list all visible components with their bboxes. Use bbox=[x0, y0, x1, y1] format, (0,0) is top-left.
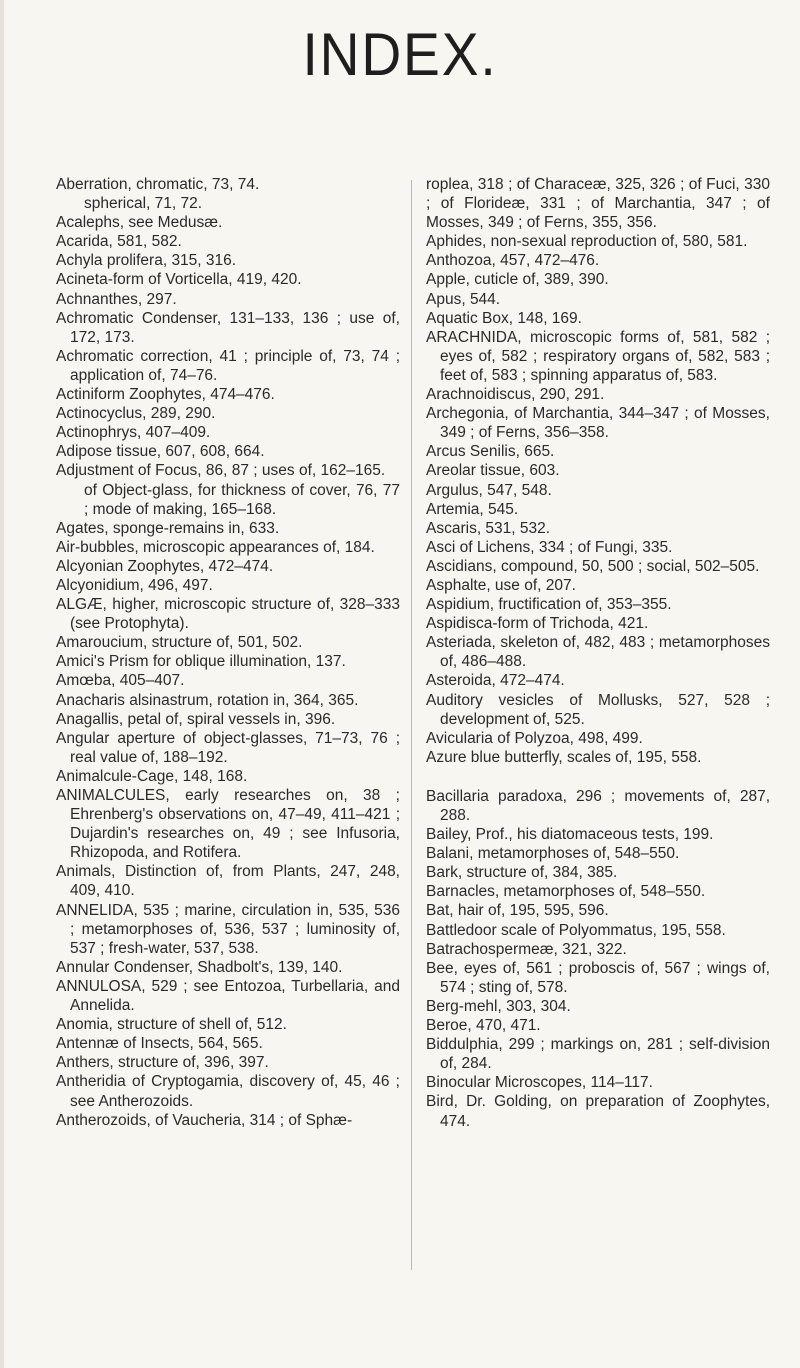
index-entry: ARACHNIDA, microscopic forms of, 581, 582 ; eyes of, 582 ; respiratory organs of, 582, 583 ; feet of, 583 ; spinning apparatus of, 583. bbox=[426, 328, 770, 384]
page-edge-shadow bbox=[0, 0, 4, 1368]
index-entry: Barnacles, metamorphoses of, 548–550. bbox=[426, 883, 706, 901]
index-entry: Antheridia of Cryptogamia, discovery of, 45, 46 ; see Antherozoids. bbox=[56, 1073, 400, 1110]
index-entry: Bacillaria paradoxa, 296 ; movements of, 287, 288. bbox=[426, 787, 770, 824]
index-entry: Ascidians, compound, 50, 500 ; social, 502–505. bbox=[426, 557, 760, 575]
index-entry: Battledoor scale of Polyommatus, 195, 558. bbox=[426, 921, 726, 939]
index-entry: Anthers, structure of, 396, 397. bbox=[56, 1054, 269, 1072]
index-entry: ANIMALCULES, early researches on, 38 ; Ehrenberg's observations on, 47–49, 411–421 ; Dujardin's researches on, 49 ; see Infusoria, Rhizopoda, and Rotifera. bbox=[56, 787, 400, 862]
index-entry: Beroe, 470, 471. bbox=[426, 1017, 541, 1035]
index-entry: Angular aperture of object-glasses, 71–73, 76 ; real value of, 188–192. bbox=[56, 729, 400, 766]
index-column-right bbox=[426, 175, 770, 1131]
index-entry: ANNULOSA, 529 ; see Entozoa, Turbellaria, and Annelida. bbox=[56, 977, 400, 1015]
index-entry: Achromatic correction, 41 ; principle of, 73, 74 ; application of, 74–76. bbox=[56, 347, 400, 384]
index-entry: Auditory vesicles of Mollusks, 527, 528 ; development of, 525. bbox=[426, 691, 770, 728]
index-entry: Acineta-form of Vorticella, 419, 420. bbox=[56, 271, 302, 289]
index-entry: Antherozoids, of Vaucheria, 314 ; of Sphæ- bbox=[56, 1111, 353, 1129]
index-entry: Binocular Microscopes, 114–117. bbox=[426, 1074, 653, 1092]
index-entry: roplea, 318 ; of Characeæ, 325, 326 ; of Fuci, 330 ; of Florideæ, 331 ; of Marchantia, 347 ; of Mosses, 349 ; of Ferns, 355, 356. bbox=[426, 176, 770, 232]
index-entry: Bee, eyes of, 561 ; proboscis of, 567 ; wings of, 574 ; sting of, 578. bbox=[426, 959, 770, 996]
index-entry: Adipose tissue, 607, 608, 664. bbox=[56, 443, 265, 461]
index-entry: Amici's Prism for oblique illumination, 137. bbox=[56, 653, 346, 671]
letter-section-gap bbox=[426, 767, 770, 787]
index-entry: Aberration, chromatic, 73, 74. bbox=[56, 176, 260, 193]
index-entry: Amœba, 405–407. bbox=[56, 672, 185, 690]
index-entry: Bark, structure of, 384, 385. bbox=[426, 864, 618, 882]
index-entry: Avicularia of Polyzoa, 498, 499. bbox=[426, 729, 643, 747]
index-entry: Batrachospermeæ, 321, 322. bbox=[426, 940, 627, 958]
column-divider bbox=[411, 180, 412, 1270]
index-entry: Alcyonian Zoophytes, 472–474. bbox=[56, 557, 274, 575]
index-entry: Air-bubbles, microscopic appearances of, 184. bbox=[56, 538, 375, 556]
index-entry: Aphides, non-sexual reproduction of, 580, 581. bbox=[426, 233, 748, 251]
index-entry: Animals, Distinction of, from Plants, 247, 248, 409, 410. bbox=[56, 863, 400, 900]
index-entry: ANNELIDA, 535 ; marine, circulation in, 535, 536 ; metamorphoses of, 536, 537 ; luminosity of, 537 ; fresh-water, 537, 538. bbox=[56, 901, 400, 957]
index-entry: Achyla prolifera, 315, 316. bbox=[56, 252, 237, 270]
index-subentry: of Object-glass, for thickness of cover, 76, 77 ; mode of making, 165–168. bbox=[84, 481, 400, 518]
index-entry: Animalcule-Cage, 148, 168. bbox=[56, 767, 248, 785]
index-entry: Bat, hair of, 195, 595, 596. bbox=[426, 902, 609, 920]
index-entry: Anthozoa, 457, 472–476. bbox=[426, 252, 600, 270]
index-entry: Ascaris, 531, 532. bbox=[426, 519, 551, 537]
index-entry: Antennæ of Insects, 564, 565. bbox=[56, 1035, 263, 1053]
index-entry: Bird, Dr. Golding, on preparation of Zoophytes, 474. bbox=[426, 1093, 770, 1130]
index-entry: Berg-mehl, 303, 304. bbox=[426, 997, 571, 1015]
index-entry: Biddulphia, 299 ; markings on, 281 ; self-division of, 284. bbox=[426, 1036, 770, 1073]
index-entry: Balani, metamorphoses of, 548–550. bbox=[426, 845, 680, 863]
index-entry: Asteroida, 472–474. bbox=[426, 672, 565, 690]
index-entry: Anagallis, petal of, spiral vessels in, 396. bbox=[56, 710, 336, 728]
index-subentry: spherical, 71, 72. bbox=[84, 195, 203, 213]
index-entry: Arachnoidiscus, 290, 291. bbox=[426, 386, 605, 404]
index-entry: Adjustment of Focus, 86, 87 ; uses of, 162–165. bbox=[56, 462, 386, 480]
index-entry: Amaroucium, structure of, 501, 502. bbox=[56, 634, 303, 652]
index-entry: Anacharis alsinastrum, rotation in, 364, 365. bbox=[56, 691, 359, 709]
index-entry: Annular Condenser, Shadbolt's, 139, 140. bbox=[56, 958, 343, 976]
index-entry: Actinophrys, 407–409. bbox=[56, 424, 211, 442]
index-entry: Aspidisca-form of Trichoda, 421. bbox=[426, 615, 649, 633]
index-entry: Arcus Senilis, 665. bbox=[426, 443, 555, 461]
index-entry: ALGÆ, higher, microscopic structure of, 328–333 (see Protophyta). bbox=[56, 596, 400, 633]
index-entry: Asteriada, skeleton of, 482, 483 ; metamorphoses of, 486–488. bbox=[426, 634, 770, 671]
index-entry: Bailey, Prof., his diatomaceous tests, 199. bbox=[426, 826, 714, 844]
index-entry: Alcyonidium, 496, 497. bbox=[56, 576, 213, 594]
index-entry: Asci of Lichens, 334 ; of Fungi, 335. bbox=[426, 538, 673, 556]
index-entry: Achromatic Condenser, 131–133, 136 ; use of, 172, 173. bbox=[56, 309, 400, 346]
index-entry: Areolar tissue, 603. bbox=[426, 462, 560, 480]
index-entry: Aspidium, fructification of, 353–355. bbox=[426, 596, 672, 614]
index-entry: Artemia, 545. bbox=[426, 500, 519, 518]
index-entry: Apus, 544. bbox=[426, 290, 501, 308]
index-entry: Aquatic Box, 148, 169. bbox=[426, 309, 582, 327]
index-entry: Acarida, 581, 582. bbox=[56, 233, 182, 251]
index-entry: Asphalte, use of, 207. bbox=[426, 576, 576, 594]
index-entry: Actiniform Zoophytes, 474–476. bbox=[56, 386, 275, 404]
index-entry: Acalephs, see Medusæ. bbox=[56, 214, 223, 232]
index-entry: Agates, sponge-remains in, 633. bbox=[56, 519, 280, 537]
index-entry: Achnanthes, 297. bbox=[56, 290, 177, 308]
index-entry: Azure blue butterfly, scales of, 195, 558. bbox=[426, 748, 702, 766]
page-title: INDEX. bbox=[302, 21, 498, 88]
index-entry: Argulus, 547, 548. bbox=[426, 481, 552, 499]
index-column-left bbox=[56, 175, 400, 1130]
index-entry: Actinocyclus, 289, 290. bbox=[56, 405, 216, 423]
index-entry: Apple, cuticle of, 389, 390. bbox=[426, 271, 609, 289]
index-entry: Archegonia, of Marchantia, 344–347 ; of Mosses, 349 ; of Ferns, 356–358. bbox=[426, 405, 770, 442]
index-entry: Anomia, structure of shell of, 512. bbox=[56, 1016, 287, 1034]
